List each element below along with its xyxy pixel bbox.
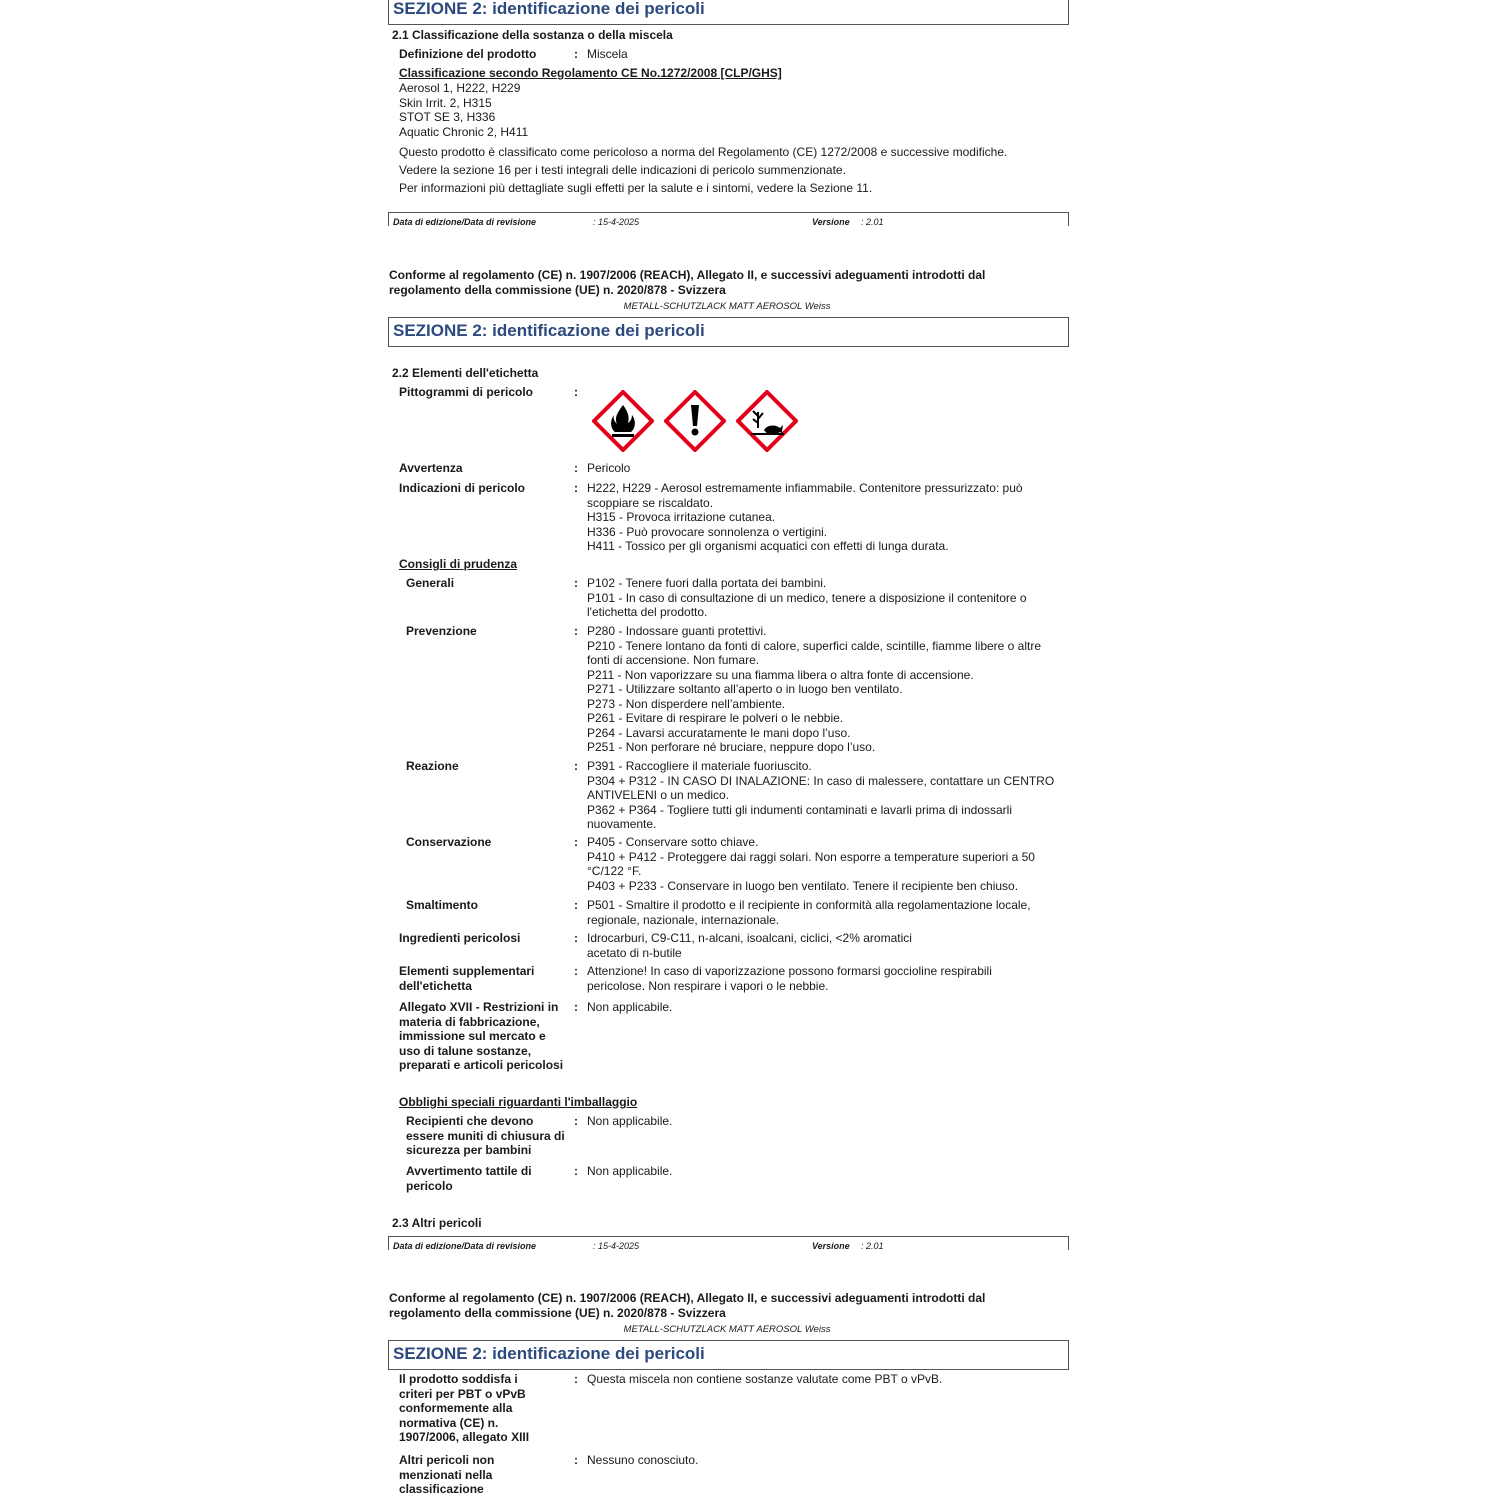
precautionary-statement: P280 - Indossare guanti protettivi. [587, 624, 767, 638]
classification-note: Questo prodotto è classificato come pericoloso a norma del Regolamento (CE) 1272/2008 e successive modifiche. [399, 145, 1008, 159]
section-title: SEZIONE 2: identificazione dei pericoli [393, 0, 705, 18]
general-label: Generali [406, 576, 455, 590]
response-label: Reazione [406, 759, 459, 773]
hazard-statement: H315 - Provoca irritazione cutanea. [587, 510, 776, 524]
supplementary-value: Attenzione! In caso di vaporizzazione possono formarsi goccioline respirabili pericolose. Non respirare i vapori o le nebbie. [587, 964, 992, 993]
storage-list [587, 835, 1067, 893]
footer-date-label: Data di edizione/Data di revisione [393, 217, 537, 227]
section-header-box [388, 317, 1069, 347]
colon: : [574, 1164, 578, 1178]
footer-date-value: : 15-4-2025 [593, 217, 640, 227]
regulation-header-line: Conforme al regolamento (CE) n. 1907/2006 (REACH), Allegato II, e successivi adeguamenti introdotti dal [389, 1291, 986, 1305]
precautionary-statement: P391 - Raccogliere il materiale fuoriuscito. [587, 759, 812, 773]
classification-line: Aquatic Chronic 2, H411 [399, 124, 529, 139]
supplementary-label: Elementi supplementari dell'etichetta [399, 964, 535, 993]
regulation-header [389, 1291, 985, 1320]
signal-word-value: Pericolo [587, 461, 631, 475]
hazard-statement: H336 - Può provocare sonnolenza o vertigini. [587, 524, 828, 539]
hazardous-ingredients-list [587, 931, 1067, 960]
footer-version-value: : 2.01 [861, 217, 884, 227]
precautionary-statement: P101 - In caso di consultazione di un medico, tenere a disposizione il contenitore o l'etichetta del prodotto. [587, 590, 1027, 619]
footer-date-label: Data di edizione/Data di revisione [393, 1241, 537, 1251]
precautionary-statement: P273 - Non disperdere nell’ambiente. [587, 696, 786, 711]
subsection-2-1-heading: 2.1 Classificazione della sostanza o della miscela [392, 28, 673, 42]
pictograms-label: Pittogrammi di pericolo [399, 385, 534, 399]
precautionary-statement: P271 - Utilizzare soltanto all’aperto o in luogo ben ventilato. [587, 682, 903, 696]
hazard-statement: H222, H229 - Aerosol estremamente infiammabile. Contenitore pressurizzato: può scoppiare se riscaldato. [587, 481, 1023, 510]
product-name: METALL-SCHUTZLACK MATT AEROSOL Weiss [623, 301, 831, 312]
colon: : [574, 964, 578, 978]
colon: : [574, 481, 578, 495]
hazard-statement: H411 - Tossico per gli organismi acquatici con effetti di lunga durata. [587, 539, 949, 553]
subsection-2-3-heading: 2.3 Altri pericoli [392, 1216, 482, 1230]
exclamation-pictogram-icon [664, 390, 726, 452]
precautionary-statement: P410 + P412 - Proteggere dai raggi solari. Non esporre a temperature superiori a 50 °C/122 °F. [587, 849, 1035, 878]
regulation-header-line: regolamento della commissione (UE) n. 2020/878 - Svizzera [389, 1305, 726, 1320]
classification-note: Per informazioni più dettagliate sugli effetti per la salute e i sintomi, vedere la Sezione 11. [399, 181, 873, 195]
classification-heading: Classificazione secondo Regolamento CE No.1272/2008 [CLP/GHS] [399, 66, 782, 80]
disposal-label: Smaltimento [406, 898, 479, 912]
flame-pictogram-icon [592, 390, 654, 452]
section-title: SEZIONE 2: identificazione dei pericoli [393, 321, 705, 340]
colon: : [574, 1453, 578, 1467]
page-footer [388, 1236, 1069, 1250]
hazardous-ingredients-label: Ingredienti pericolosi [399, 931, 521, 945]
other-hazards-label: Altri pericoli non menzionati nella classificazione [399, 1453, 495, 1496]
classification-line: STOT SE 3, H336 [399, 110, 496, 124]
storage-label: Conservazione [406, 835, 492, 849]
precautionary-statement: P304 + P312 - IN CASO DI INALAZIONE: In caso di malessere, contattare un CENTRO ANTIVELENI o un medico. [587, 773, 1055, 802]
prevention-label: Prevenzione [406, 624, 477, 638]
packaging-heading: Obblighi speciali riguardanti l'imballaggio [399, 1095, 638, 1109]
annex-xvii-value: Non applicabile. [587, 1000, 673, 1014]
colon: : [574, 835, 578, 849]
pbt-vpvb-value: Questa miscela non contiene sostanze valutate come PBT o vPvB. [587, 1372, 943, 1386]
precautionary-heading: Consigli di prudenza [399, 557, 518, 571]
colon: : [574, 1372, 578, 1386]
colon: : [574, 461, 578, 475]
footer-version-label: Versione [812, 1241, 850, 1251]
regulation-header-line: Conforme al regolamento (CE) n. 1907/2006 (REACH), Allegato II, e successivi adeguamenti introdotti dal [389, 268, 986, 282]
colon: : [574, 898, 578, 912]
regulation-header [389, 268, 985, 297]
child-resistant-label: Recipienti che devono essere muniti di chiusura di sicurezza per bambini [406, 1114, 565, 1157]
subsection-2-2-heading: 2.2 Elementi dell'etichetta [392, 366, 539, 380]
tactile-warning-value: Non applicabile. [587, 1164, 673, 1178]
ingredient-line: acetato di n-butile [587, 945, 682, 960]
pbt-vpvb-label: Il prodotto soddisfa i criteri per PBT o vPvB conformemente alla normativa (CE) n. 1907/2006, allegato XIII [399, 1372, 530, 1444]
hazard-statements-list [587, 481, 1067, 554]
precautionary-statement: P210 - Tenere lontano da fonti di calore, superfici calde, scintille, fiamme libere o altre fonti di accensione. Non fumare. [587, 638, 1042, 667]
footer-date-value: : 15-4-2025 [593, 1241, 640, 1251]
general-list [587, 576, 1067, 620]
section-header-box [388, 1340, 1069, 1370]
colon: : [574, 385, 578, 399]
precautionary-statement: P211 - Non vaporizzare su una fiamma libera o altra fonte di accensione. [587, 667, 974, 682]
colon: : [574, 931, 578, 945]
signal-word-label: Avvertenza [399, 461, 463, 475]
colon: : [574, 576, 578, 590]
precautionary-statement: P362 + P364 - Togliere tutti gli indumenti contaminati e lavarli prima di indossarli nuovamente. [587, 802, 1012, 831]
colon: : [574, 759, 578, 773]
annex-xvii-label: Allegato XVII - Restrizioni in materia di fabbricazione, immissione sul mercato e uso di talune sostanze, preparati e articoli pericolosi [399, 1000, 564, 1072]
classification-line: Skin Irrit. 2, H315 [399, 95, 492, 110]
classification-note: Vedere la sezione 16 per i testi integrali delle indicazioni di pericolo summenzionate. [399, 163, 846, 177]
classification-line: Aerosol 1, H222, H229 [399, 81, 521, 95]
product-name: METALL-SCHUTZLACK MATT AEROSOL Weiss [623, 1324, 831, 1335]
footer-version-label: Versione [812, 217, 850, 227]
precautionary-statement: P264 - Lavarsi accuratamente le mani dopo l’uso. [587, 725, 851, 740]
prevention-list [587, 624, 1067, 755]
classification-list [399, 81, 528, 139]
ingredient-line: Idrocarburi, C9-C11, n-alcani, isoalcani, ciclici, <2% aromatici [587, 931, 912, 945]
footer-version-value: : 2.01 [861, 1241, 884, 1251]
section-title: SEZIONE 2: identificazione dei pericoli [393, 1344, 705, 1363]
precautionary-statement: P261 - Evitare di respirare le polveri o le nebbie. [587, 711, 844, 725]
colon: : [574, 47, 578, 61]
colon: : [574, 1114, 578, 1128]
precautionary-statement: P501 - Smaltire il prodotto e il recipiente in conformità alla regolamentazione locale, regionale, nazionale, internazionale. [587, 898, 1031, 927]
colon: : [574, 1000, 578, 1014]
precautionary-statement: P251 - Non perforare né bruciare, neppure dopo l’uso. [587, 740, 876, 754]
precautionary-statement: P403 + P233 - Conservare in luogo ben ventilato. Tenere il recipiente ben chiuso. [587, 878, 1019, 893]
colon: : [574, 624, 578, 638]
page-footer [388, 212, 1069, 226]
product-definition-label: Definizione del prodotto [399, 47, 537, 61]
precautionary-statement: P102 - Tenere fuori dalla portata dei bambini. [587, 576, 827, 590]
precautionary-statement: P405 - Conservare sotto chiave. [587, 835, 759, 849]
product-definition-value: Miscela [587, 47, 628, 61]
regulation-header-line: regolamento della commissione (UE) n. 2020/878 - Svizzera [389, 282, 726, 297]
response-list [587, 759, 1067, 832]
other-hazards-value: Nessuno conosciuto. [587, 1453, 699, 1467]
disposal-list [587, 898, 1067, 927]
child-resistant-value: Non applicabile. [587, 1114, 673, 1128]
hazard-statements-label: Indicazioni di pericolo [399, 481, 526, 495]
environment-pictogram-icon [736, 390, 798, 452]
section-header-box [388, 0, 1069, 25]
tactile-warning-label: Avvertimento tattile di pericolo [406, 1164, 532, 1193]
